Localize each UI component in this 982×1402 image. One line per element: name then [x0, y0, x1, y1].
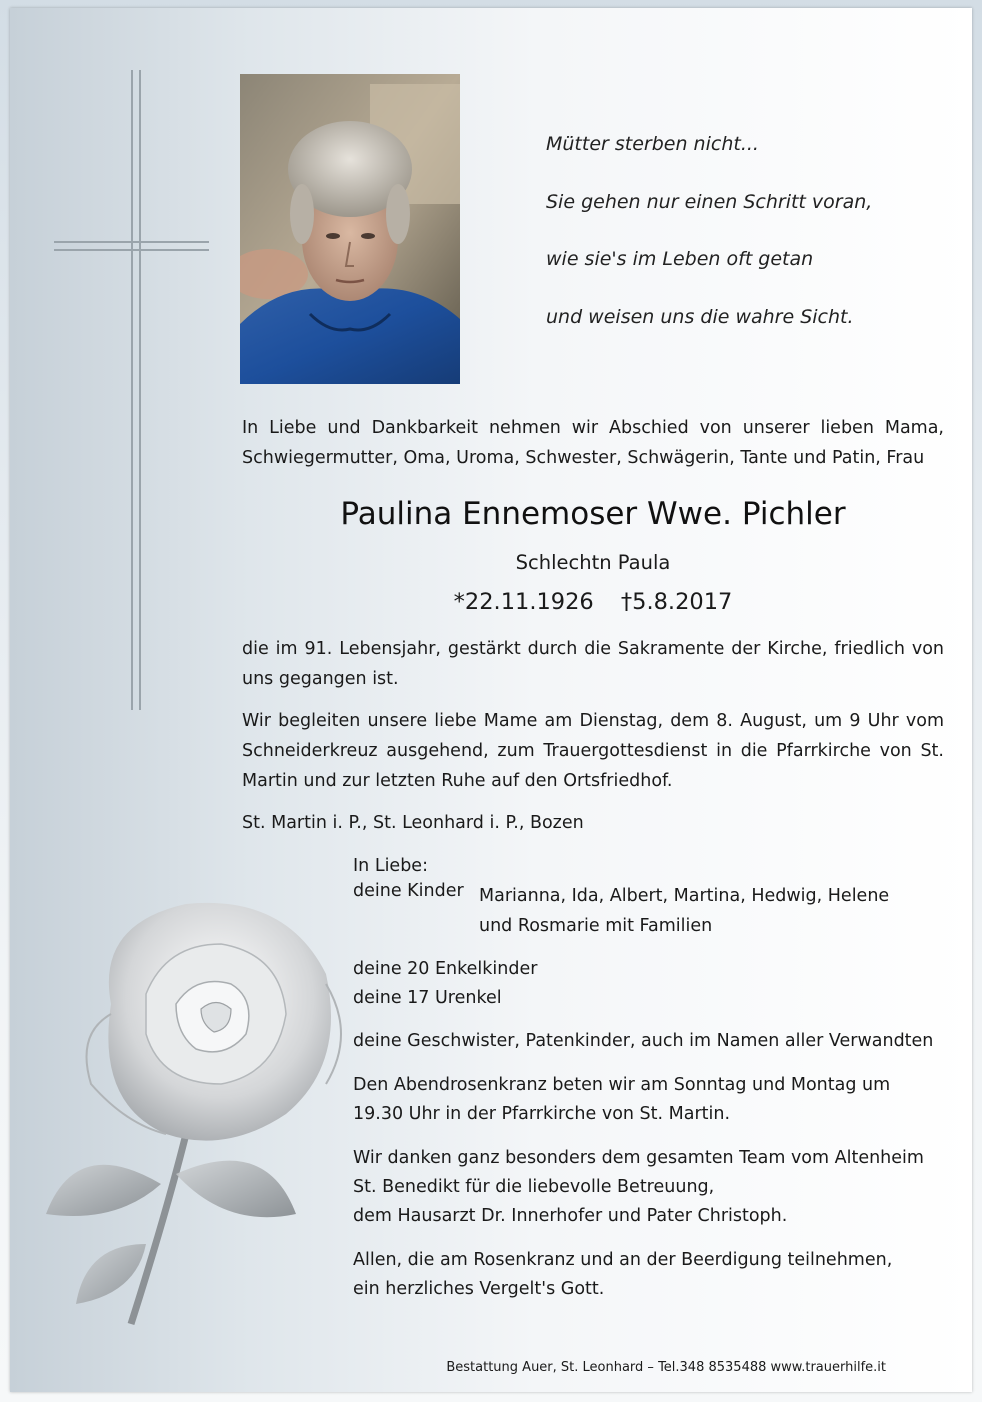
quote-line: und weisen uns die wahre Sicht.	[546, 305, 854, 328]
siblings-text: deine Geschwister, Patenkinder, auch im Namen aller Verwandten	[353, 1031, 934, 1051]
rose-icon	[36, 884, 366, 1344]
thanks-text-2: St. Benedikt für die liebevolle Betreuung,	[353, 1177, 715, 1197]
portrait-photo	[240, 74, 460, 384]
great-grandchildren-text: deine 17 Urenkel	[353, 988, 502, 1008]
birth-date: *22.11.1926	[453, 589, 594, 615]
thanks-text-1: Wir danken ganz besonders dem gesamten Team vom Altenheim	[353, 1148, 924, 1168]
final-text-1: Allen, die am Rosenkranz und an der Beerdigung teilnehmen,	[353, 1250, 893, 1270]
grandchildren-text: deine 20 Enkelkinder	[353, 959, 538, 979]
quote-line: wie sie's im Leben oft getan	[546, 248, 814, 270]
quote-line: Sie gehen nur einen Schritt voran,	[546, 190, 873, 213]
children-names	[479, 881, 889, 941]
funeral-text: Wir begleiten unsere liebe Mame am Dienstag, dem 8. August, um 9 Uhr vom Schneiderkreuz ausgehend, zum Trauergottesdienst in die Pfarrkirche von St. Martin und zur letzten Ruhe auf den Ortsfriedhof.	[242, 711, 944, 791]
in-love-label: In Liebe:	[353, 856, 428, 876]
life-dates	[242, 589, 944, 615]
children-label: deine Kinder	[353, 881, 464, 901]
children-line: und Rosmarie mit Familien	[479, 916, 713, 936]
thanks-text-3: dem Hausarzt Dr. Innerhofer und Pater Christoph.	[353, 1206, 788, 1226]
footer-contact	[10, 1360, 972, 1375]
footer-text: Bestattung Auer, St. Leonhard – Tel.348 8535488 www.trauerhilfe.it	[446, 1360, 886, 1375]
quote-block	[546, 116, 872, 346]
death-date: †5.8.2017	[620, 589, 733, 615]
final-text-2: ein herzliches Vergelt's Gott.	[353, 1279, 605, 1299]
deceased-nickname: Schlechtn Paula	[515, 551, 671, 574]
places-text: St. Martin i. P., St. Leonhard i. P., Bozen	[242, 813, 584, 833]
deceased-name: Paulina Ennemoser Wwe. Pichler	[340, 496, 846, 532]
rosary-text-2: 19.30 Uhr in der Pfarrkirche von St. Martin.	[353, 1104, 731, 1124]
rosary-text-1: Den Abendrosenkranz beten wir am Sonntag und Montag um	[353, 1075, 891, 1095]
quote-line: Mütter sterben nicht...	[546, 133, 759, 155]
passing-text: die im 91. Lebensjahr, gestärkt durch die Sakramente der Kirche, friedlich von uns gegangen ist.	[242, 639, 944, 689]
intro-text: In Liebe und Dankbarkeit nehmen wir Abschied von unserer lieben Mama, Schwiegermutter, Oma, Uroma, Schwester, Schwägerin, Tante und Patin, Frau	[242, 418, 944, 468]
obituary-card	[10, 8, 972, 1392]
children-line: Marianna, Ida, Albert, Martina, Hedwig, Helene	[479, 886, 890, 906]
